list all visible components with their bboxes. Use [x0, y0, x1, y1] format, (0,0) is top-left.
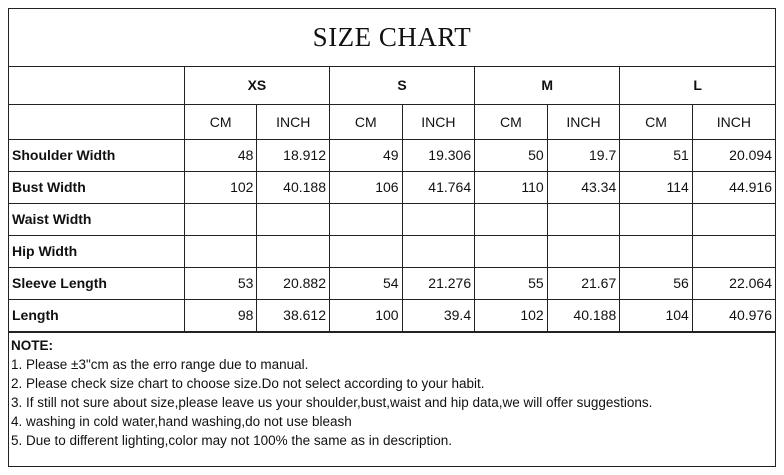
measure-row: [9, 171, 775, 203]
cm-value: 106: [329, 171, 402, 203]
cm-value: 98: [184, 299, 257, 331]
notes-section: [9, 332, 775, 450]
inch-value: 19.306: [402, 139, 475, 171]
cm-value: 110: [475, 171, 548, 203]
measure-label: Sleeve Length: [9, 267, 184, 299]
cm-value: [475, 235, 548, 267]
inch-value: [257, 203, 330, 235]
cm-value: [620, 203, 693, 235]
notes-heading: NOTE:: [11, 337, 53, 353]
inch-value: [257, 235, 330, 267]
inch-value: 22.064: [692, 267, 775, 299]
measure-row: [9, 139, 775, 171]
measure-label: Bust Width: [9, 171, 184, 203]
cm-value: 102: [184, 171, 257, 203]
inch-value: 43.34: [547, 171, 620, 203]
inch-value: 38.612: [257, 299, 330, 331]
inch-value: 40.188: [257, 171, 330, 203]
note-item: 3. If still not sure about size,please leave us your shoulder,bust,waist and hip data,we will offer suggestions.: [11, 394, 653, 410]
cm-value: 102: [475, 299, 548, 331]
cm-value: 100: [329, 299, 402, 331]
cm-value: [329, 203, 402, 235]
size-chart: [8, 8, 776, 467]
inch-value: 44.916: [692, 171, 775, 203]
chart-title: SIZE CHART: [9, 9, 775, 67]
size-s-header: S: [329, 67, 474, 104]
cm-value: [329, 235, 402, 267]
note-item: 2. Please check size chart to choose size.Do not select according to your habit.: [11, 375, 485, 391]
unit-inch: INCH: [547, 104, 620, 139]
inch-value: [402, 235, 475, 267]
measure-label: Hip Width: [9, 235, 184, 267]
inch-value: 41.764: [402, 171, 475, 203]
measure-row: [9, 299, 775, 331]
inch-value: 21.276: [402, 267, 475, 299]
inch-value: 39.4: [402, 299, 475, 331]
note-item: 5. Due to different lighting,color may not 100% the same as in description.: [11, 432, 452, 448]
measure-label: Shoulder Width: [9, 139, 184, 171]
cm-value: 55: [475, 267, 548, 299]
inch-value: 20.094: [692, 139, 775, 171]
note-item: 4. washing in cold water,hand washing,do not use bleash: [11, 413, 352, 429]
cm-value: 49: [329, 139, 402, 171]
inch-value: [547, 203, 620, 235]
inch-value: 21.67: [547, 267, 620, 299]
size-xs-header: XS: [184, 67, 329, 104]
measure-row: [9, 203, 775, 235]
size-l-header: L: [620, 67, 775, 104]
cm-value: 114: [620, 171, 693, 203]
note-item: 1. Please ±3"cm as the erro range due to manual.: [11, 356, 309, 372]
cm-value: 54: [329, 267, 402, 299]
inch-value: [402, 203, 475, 235]
inch-value: 20.882: [257, 267, 330, 299]
size-header-row: [9, 67, 775, 104]
inch-value: 40.976: [692, 299, 775, 331]
unit-cm: CM: [620, 104, 693, 139]
unit-corner-cell: [9, 104, 184, 139]
unit-inch: INCH: [257, 104, 330, 139]
size-table: [9, 67, 775, 332]
cm-value: 104: [620, 299, 693, 331]
cm-value: 51: [620, 139, 693, 171]
unit-cm: CM: [184, 104, 257, 139]
inch-value: 18.912: [257, 139, 330, 171]
measure-label: Waist Width: [9, 203, 184, 235]
unit-inch: INCH: [402, 104, 475, 139]
cm-value: [184, 235, 257, 267]
inch-value: [547, 235, 620, 267]
inch-value: 40.188: [547, 299, 620, 331]
cm-value: 50: [475, 139, 548, 171]
cm-value: 56: [620, 267, 693, 299]
measure-row: [9, 235, 775, 267]
corner-cell: [9, 67, 184, 104]
inch-value: [692, 203, 775, 235]
measure-label: Length: [9, 299, 184, 331]
cm-value: 48: [184, 139, 257, 171]
cm-value: [620, 235, 693, 267]
unit-cm: CM: [329, 104, 402, 139]
cm-value: [184, 203, 257, 235]
measure-row: [9, 267, 775, 299]
cm-value: [475, 203, 548, 235]
unit-inch: INCH: [692, 104, 775, 139]
unit-header-row: [9, 104, 775, 139]
unit-cm: CM: [475, 104, 548, 139]
inch-value: 19.7: [547, 139, 620, 171]
size-m-header: M: [475, 67, 620, 104]
inch-value: [692, 235, 775, 267]
cm-value: 53: [184, 267, 257, 299]
